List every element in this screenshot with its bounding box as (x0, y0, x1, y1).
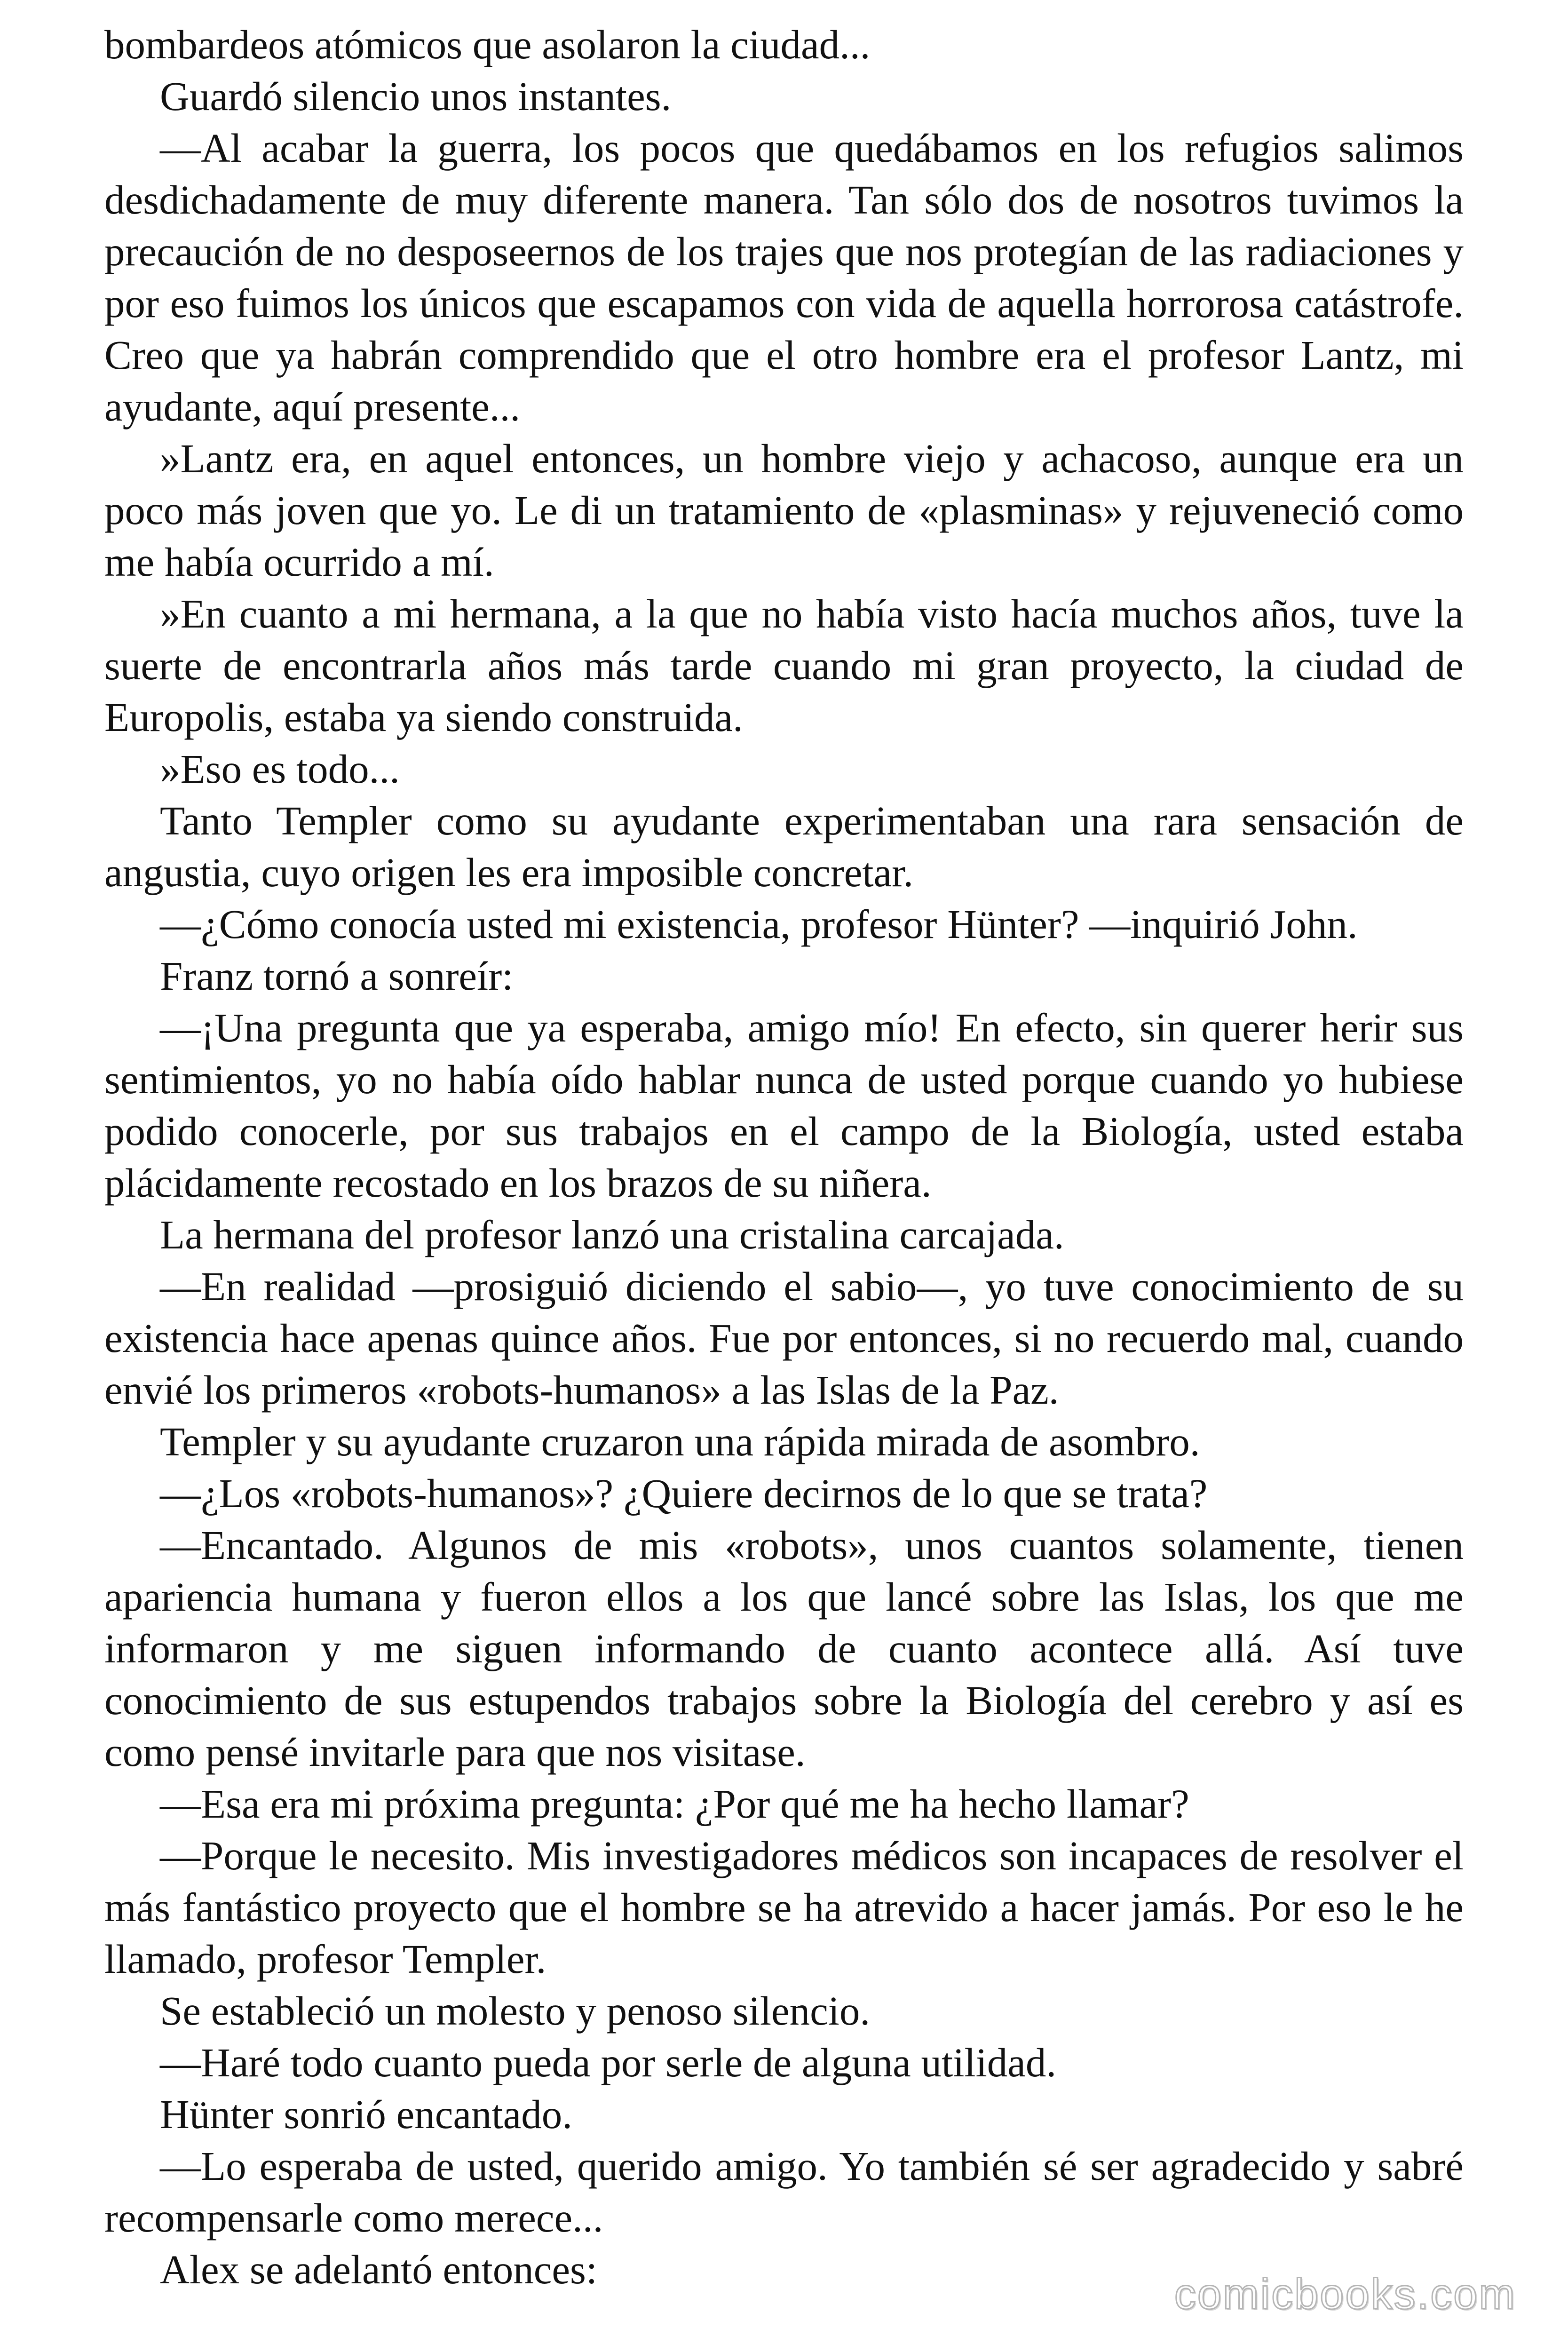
paragraph-7: Tanto Templer como su ayudante experimentaban una rara sensación de angustia, cuyo origen les era imposible concretar. (104, 798, 1464, 895)
paragraph-5: »En cuanto a mi hermana, a la que no había visto hacía muchos años, tuve la suerte de encontrarla años más tarde cuando mi gran proyecto, la ciudad de Europolis, estaba ya siendo construida. (104, 591, 1464, 740)
paragraph-9: Franz tornó a sonreír: (160, 953, 514, 999)
paragraph-20: Hünter sonrió encantado. (160, 2091, 572, 2137)
watermark-text: comicbooks.com (1174, 2270, 1516, 2318)
paragraph-14: —¿Los «robots-humanos»? ¿Quiere decirnos de lo que se trata? (160, 1470, 1208, 1516)
paragraph-17: —Porque le necesito. Mis investigadores médicos son incapaces de resolver el más fantástico proyecto que el hombre se ha atrevido a hacer jamás. Por eso le he llamado, profesor Templer. (104, 1833, 1464, 1982)
paragraph-18: Se estableció un molesto y penoso silencio. (160, 1988, 871, 2034)
paragraph-13: Templer y su ayudante cruzaron una rápida mirada de asombro. (160, 1419, 1200, 1464)
paragraph-4: »Lantz era, en aquel entonces, un hombre viejo y achacoso, aunque era un poco más joven que yo. Le di un tratamiento de «plasminas» y rejuveneció como me había ocurrido a mí. (104, 436, 1464, 585)
paragraph-11: La hermana del profesor lanzó una cristalina carcajada. (160, 1212, 1064, 1257)
paragraph-8: —¿Cómo conocía usted mi existencia, profesor Hünter? —inquirió John. (160, 901, 1358, 947)
paragraph-21: —Lo esperaba de usted, querido amigo. Yo también sé ser agradecido y sabré recompensarle como merece... (104, 2143, 1464, 2241)
paragraph-3: —Al acabar la guerra, los pocos que quedábamos en los refugios salimos desdichadamente de muy diferente manera. Tan sólo dos de nosotros tuvimos la precaución de no desposeernos de los trajes que nos protegían de las radiaciones y por eso fuimos los únicos que escapamos con vida de aquella horrorosa catástrofe. Creo que ya habrán comprendido que el otro hombre era el profesor Lantz, mi ayudante, aquí presente... (104, 125, 1464, 429)
paragraph-12: —En realidad —prosiguió diciendo el sabio—, yo tuve conocimiento de su existencia hace apenas quince años. Fue por entonces, si no recuerdo mal, cuando envié los primeros «robots-humanos» a las Islas de la Paz. (104, 1263, 1464, 1413)
body-text (104, 19, 1464, 2296)
paragraph-6: »Eso es todo... (160, 746, 400, 792)
paragraph-10: —¡Una pregunta que ya esperaba, amigo mío! En efecto, sin querer herir sus sentimientos, yo no había oído hablar nunca de usted porque cuando yo hubiese podido conocerle, por sus trabajos en el campo de la Biología, usted estaba plácidamente recostado en los brazos de su niñera. (104, 1005, 1464, 1206)
paragraph-1: bombardeos atómicos que asolaron la ciudad... (104, 22, 871, 67)
paragraph-22: Alex se adelantó entonces: (160, 2247, 598, 2292)
paragraph-2: Guardó silencio unos instantes. (160, 73, 672, 119)
paragraph-19: —Haré todo cuanto pueda por serle de alguna utilidad. (160, 2040, 1057, 2085)
paragraph-16: —Esa era mi próxima pregunta: ¿Por qué me ha hecho llamar? (160, 1781, 1189, 1827)
paragraph-15: —Encantado. Algunos de mis «robots», unos cuantos solamente, tienen apariencia humana y fueron ellos a los que lancé sobre las Islas, los que me informaron y me siguen informando de cuanto acontece allá. Así tuve conocimiento de sus estupendos trabajos sobre la Biología del cerebro y así es como pensé invitarle para que nos visitase. (104, 1522, 1464, 1775)
